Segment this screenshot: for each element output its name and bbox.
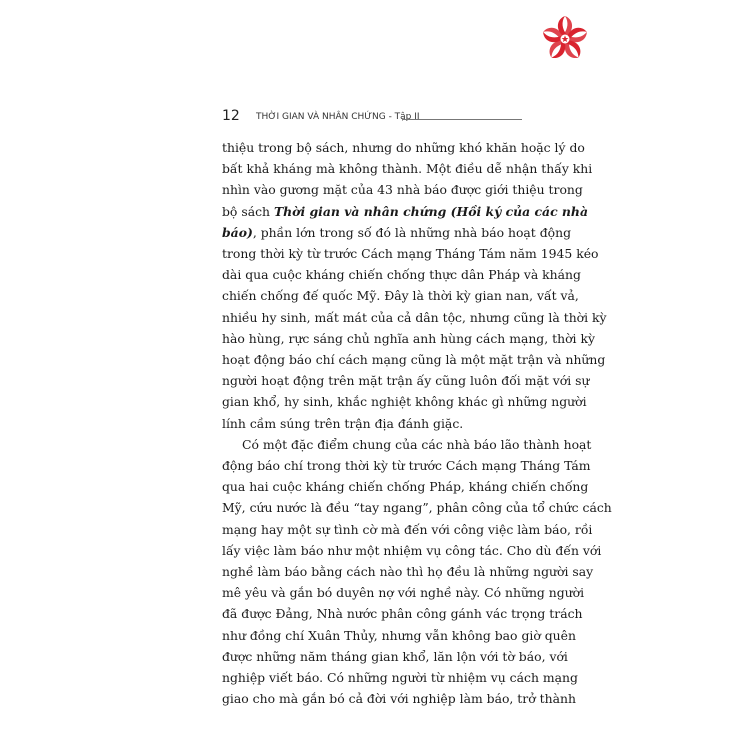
running-title: THỜI GIAN VÀ NHÂN CHỨNG - Tập II [256, 112, 420, 122]
text-line: như đồng chí Xuân Thủy, nhưng vẫn không bao giờ quên [222, 627, 576, 643]
page-header [222, 108, 522, 128]
text-line: nhiều hy sinh, mất mát của cả dân tộc, nhưng cũng là thời kỳ [222, 309, 607, 325]
text-line: được những năm tháng gian khổ, lăn lộn với tờ báo, với [222, 648, 568, 664]
paragraph-1 [222, 137, 607, 434]
text-line: động báo chí trong thời kỳ từ trước Cách mạng Tháng Tám [222, 458, 591, 474]
header-rule [402, 119, 522, 120]
text-line: thiệu trong bộ sách, nhưng do những khó khăn hoặc lý do [222, 140, 585, 155]
text-line: bất khả kháng mà không thành. Một điều dễ nhận thấy khi [222, 161, 593, 177]
text-line: nghiệp viết báo. Có những người từ nhiệm vụ cách mạng [222, 670, 578, 686]
book-title-emphasis: Thời gian và nhân chứng (Hồi ký của các nhà [273, 203, 588, 219]
text-line: hào hùng, rực sáng chủ nghĩa anh hùng cách mạng, thời kỳ [222, 330, 595, 346]
page-number: 12 [222, 108, 240, 124]
text-segment: bộ sách [222, 203, 270, 219]
text-line: giao cho mà gắn bó cả đời với nghiệp làm báo, trở thành [222, 691, 576, 707]
text-line: dài qua cuộc kháng chiến chống thực dân Pháp và kháng [222, 267, 581, 283]
book-title-emphasis: báo) [222, 224, 253, 240]
text-line: Mỹ, cứu nước là đều “tay ngang”, phân công của tổ chức cách [222, 500, 612, 516]
text-line: Có một đặc điểm chung của các nhà báo lão thành hoạt [242, 436, 592, 452]
text-line: mê yêu và gắn bó duyên nợ với nghề này. Có những người [222, 585, 585, 601]
text-line: gian khổ, hy sinh, khắc nghiệt không khác gì những người [222, 394, 587, 410]
text-line: mạng hay một sự tình cờ mà đến với công việc làm báo, rồi [222, 521, 593, 537]
text-line: nghề làm báo bằng cách nào thì họ đều là những người say [222, 564, 594, 580]
text-line: qua hai cuộc kháng chiến chống Pháp, kháng chiến chống [222, 479, 589, 495]
text-line: hoạt động báo chí cách mạng cũng là một mặt trận và những [222, 352, 606, 368]
text-line: người hoạt động trên mặt trận ấy cũng luôn đối mặt với sự [222, 373, 590, 389]
text-segment: , phần lớn trong số đó là những nhà báo hoạt động [252, 224, 572, 240]
star-burst-logo-icon [540, 14, 590, 64]
text-line: trong thời kỳ từ trước Cách mạng Tháng Tám năm 1945 kéo [222, 246, 599, 262]
body-text [222, 137, 612, 709]
text-line [222, 222, 572, 243]
text-line: chiến chống đế quốc Mỹ. Đây là thời kỳ gian nan, vất vả, [222, 288, 579, 304]
text-line: lính cầm súng trên trận địa đánh giặc. [222, 415, 464, 431]
text-line: đã được Đảng, Nhà nước phân công gánh vác trọng trách [222, 606, 583, 622]
paragraph-2 [222, 434, 612, 710]
text-line: nhìn vào gương mặt của 43 nhà báo được giới thiệu trong [222, 182, 583, 198]
text-line [222, 201, 588, 222]
text-line: lấy việc làm báo như một nhiệm vụ công tác. Cho dù đến với [222, 542, 602, 558]
